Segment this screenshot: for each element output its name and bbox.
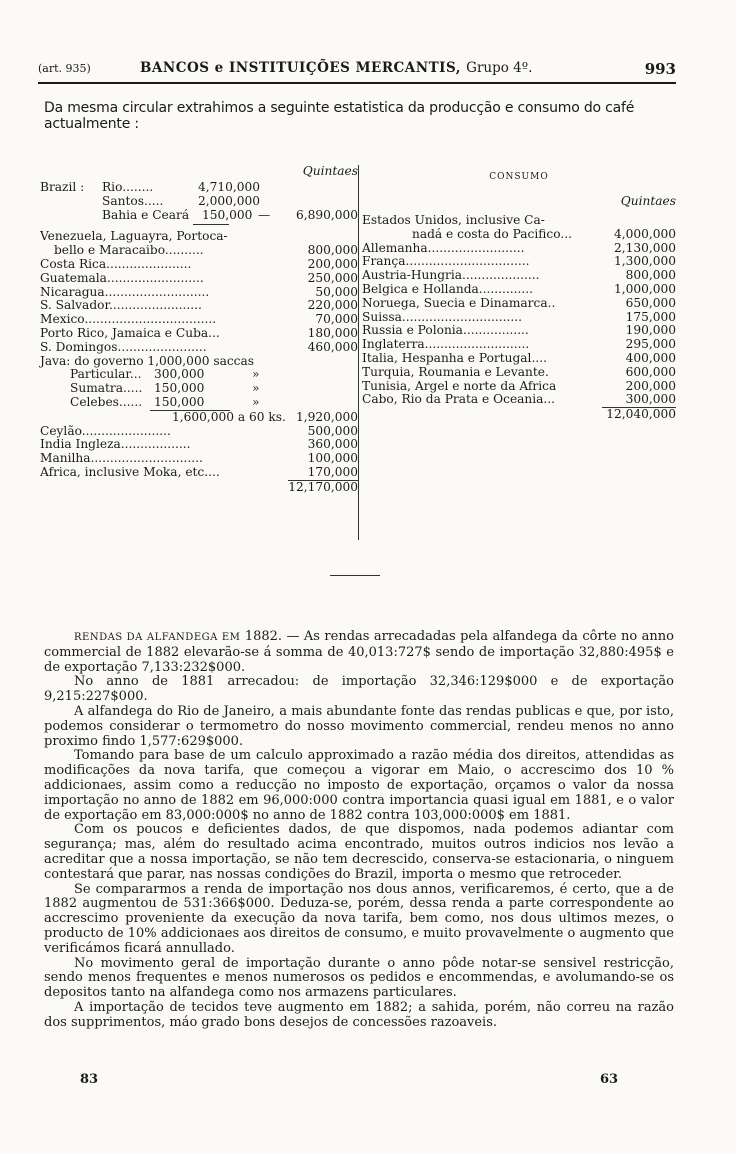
table-row (362, 366, 676, 380)
table-row (40, 355, 358, 369)
row-value: 50,000 (315, 284, 358, 299)
row-label: Bahia e Ceará (102, 207, 190, 222)
table-row (40, 481, 358, 495)
table-row (40, 327, 358, 341)
table-row (40, 382, 358, 396)
table-row (40, 258, 358, 272)
java-total: 1,600,000 a 60 ks. (172, 409, 286, 424)
table-row (362, 311, 676, 325)
row-value: 500,000 (307, 423, 358, 438)
row-value: 460,000 (307, 339, 358, 354)
footer-signature-right: 63 (600, 1072, 619, 1087)
table-row (362, 380, 676, 394)
row-value: 170,000 (307, 464, 358, 479)
table-row (40, 286, 358, 300)
paragraph: A importação de tecidos teve augmento em 1882; a sahida, porém, não correu na razão dos supprimentos, máo grado bons desejos de concessões razoaveis. (44, 999, 674, 1030)
row-amount: 300,000 (154, 367, 205, 382)
table-row (362, 255, 676, 269)
row-label: Italia, Hespanha e Portugal.... (362, 350, 547, 365)
table-row (40, 466, 358, 480)
row-value: 4,000,000 (613, 226, 676, 241)
row-label: Russia e Polonia................. (362, 323, 529, 338)
header-grupo: Grupo 4º. (466, 60, 533, 76)
table-row (40, 272, 358, 286)
table-row (40, 244, 358, 258)
paragraph: Se compararmos a renda de importação nos dous annos, verificaremos, é certo, que a de 1882 augmentou de 531:366$000. Deduza-se, porém, dessa renda a parte correspondente ao accrescimo proveniente da execução da nova tarifa, bem como, nos dous ultimos mezes, o producto de 10% addicionaes aos direitos de consumo, e muito provavelmente o augmento que verificámos ficará annullado. (44, 881, 674, 956)
row-value: 180,000 (307, 325, 358, 340)
consumption-unit-header: Quintaes (620, 194, 676, 208)
row-value: 70,000 (315, 312, 358, 327)
java-label: Java: do governo 1,000,000 saccas (40, 353, 255, 368)
row-label: Particular... (70, 367, 142, 382)
row-value: 220,000 (307, 298, 358, 313)
table-row (40, 299, 358, 313)
table-row (362, 228, 676, 242)
table-row (40, 452, 358, 466)
row-label: Nicaragua........................... (40, 284, 210, 299)
row-label: Manilha............................. (40, 451, 203, 466)
intro-line: Da mesma circular extrahimos a seguinte estatistica da producção e consumo do café (44, 100, 635, 116)
row-label: Costa Rica...................... (40, 256, 192, 271)
consumption-total: 12,040,000 (606, 407, 676, 422)
row-amount: 4,710,000 (198, 180, 261, 194)
row-value: 6,890,000 (295, 207, 358, 222)
table-row (362, 242, 676, 256)
row-label: Noruega, Suecia e Dinamarca.. (362, 295, 556, 310)
row-label: Austria-Hungria.................... (362, 268, 540, 283)
row-label: Turquia, Roumania e Levante. (362, 364, 549, 379)
row-value: 250,000 (307, 270, 358, 285)
consumption-table (362, 165, 676, 422)
row-label: Suissa............................... (362, 309, 522, 324)
production-unit-header: Quintaes (302, 164, 358, 178)
table-row (362, 408, 676, 422)
table-row (362, 269, 676, 283)
row-label: Estados Unidos, inclusive Ca- (362, 213, 545, 227)
table-row: Bahia e Ceará 150,000 — 6,890,000 (102, 207, 358, 222)
table-row (40, 396, 358, 410)
row-label: India Ingleza.................. (40, 437, 191, 452)
row-value: 1,920,000 (295, 409, 358, 424)
row-label: Sumatra..... (70, 381, 143, 396)
row-label: nadá e costa do Pacifico... (412, 226, 572, 241)
row-value: 360,000 (307, 437, 358, 452)
body-text (44, 630, 674, 1031)
row-value: 600,000 (625, 364, 676, 379)
production-total: 12,170,000 (288, 479, 358, 494)
row-label: Celebes...... (70, 394, 143, 409)
paragraph-text: 1882. — As rendas arrecadadas pela alfandega da côrte no anno commercial de 1882 elevarão-se á somma de 40,013:727$ sendo de importação 32,880:495$ e de exportação 7,133:232$000. (44, 629, 674, 675)
intro-line: actualmente : (44, 116, 139, 132)
paragraph (44, 630, 674, 675)
row-amount: 2,000,000 (198, 193, 261, 208)
row-label: Allemanha......................... (362, 240, 525, 255)
row-label: Cabo, Rio da Prata e Oceania... (362, 392, 556, 407)
table-row (40, 438, 358, 452)
row-value: 300,000 (625, 392, 676, 407)
row-label: Mexico.................................. (40, 312, 217, 327)
ditto-mark: » (252, 394, 260, 409)
table-row (362, 324, 676, 338)
ditto-mark: » (252, 381, 260, 396)
row-label: Africa, inclusive Moka, etc.... (40, 464, 220, 479)
row-value: 295,000 (625, 337, 676, 352)
row-label: Venezuela, Laguayra, Portoca- (40, 229, 228, 244)
table-row (362, 297, 676, 311)
table-row (362, 393, 676, 407)
row-amount: 150,000 (154, 381, 205, 396)
row-label: Tunisia, Argel e norte da Africa (362, 378, 557, 393)
table-row (40, 181, 358, 195)
intro-paragraph (44, 100, 674, 132)
row-label: S. Salvador........................ (40, 298, 202, 313)
header-title: BANCOS e INSTITUIÇÕES MERCANTIS, Grupo 4º. (140, 60, 533, 76)
production-table (40, 165, 358, 495)
consumo-heading: CONSUMO (489, 172, 549, 182)
row-value: 190,000 (625, 323, 676, 338)
article-ref: (art. 935) (38, 62, 91, 75)
row-label: Guatemala......................... (40, 270, 204, 285)
row-label: Inglaterra........................... (362, 337, 530, 352)
table-row (362, 283, 676, 297)
paragraph: A alfandega do Rio de Janeiro, a mais abundante fonte das rendas publicas e que, por isto, podemos considerar o termometro do nosso movimento commercial, rendeu menos no anno proximo findo 1,577:629$000. (44, 703, 674, 749)
row-amount: 150,000 (202, 207, 253, 222)
row-value: 175,000 (625, 309, 676, 324)
row-value: 1,000,000 (613, 281, 676, 296)
table-row (362, 214, 676, 228)
row-amount: 150,000 (154, 394, 205, 409)
row-value: 100,000 (307, 451, 358, 466)
ditto-mark: » (252, 367, 260, 382)
row-value: 200,000 (307, 256, 358, 271)
table-row (40, 425, 358, 439)
page-number: 993 (644, 60, 676, 78)
row-value: 400,000 (625, 350, 676, 365)
paragraph: Com os poucos e deficientes dados, de que dispomos, nada podemos adiantar com segurança; mas, além do resultado acima encontrado, muitos outros indicios nos levão a acreditar que a nossa importação, se não tem decrescido, conserva-se estacionaria, o ninguem contestará que parar, nas nossas condições do Brazil, importa o mesmo que retroceder. (44, 822, 674, 882)
section-heading: RENDAS DA ALFANDEGA EM (74, 632, 241, 643)
row-label: Ceylão....................... (40, 423, 171, 438)
table-row (40, 313, 358, 327)
page-header (38, 60, 676, 84)
row-value: 650,000 (625, 295, 676, 310)
row-label: bello e Maracaibo.......... (54, 243, 204, 258)
table-row (40, 230, 358, 244)
row-value: 800,000 (625, 268, 676, 283)
row-label: Porto Rico, Jamaica e Cuba... (40, 325, 220, 340)
row-value: 2,130,000 (613, 240, 676, 255)
table-row (40, 411, 358, 425)
column-divider (358, 165, 359, 540)
paragraph: No anno de 1881 arrecadou: de importação 32,346:129$000 e de exportação 9,215:227$000. (44, 674, 674, 705)
paragraph: Tomando para base de um calculo approximado a razão média dos direitos, attendidas as modificações da nova tarifa, que começou a vigorar em Maio, o accrescimo dos 10 % addicionaes, assim como a reducção no imposto de exportação, orçamos o valor da nossa importação no anno de 1882 em 96,000:000 contra importancia quasi igual em 1881, e o valor de exportação em 83,000:000$ no anno de 1882 contra 103,000:000$ em 1881. (44, 748, 674, 823)
row-value: 800,000 (307, 243, 358, 258)
row-label: Belgica e Hollanda.............. (362, 281, 533, 296)
brazil-label: Brazil : (40, 180, 85, 194)
row-value: 1,300,000 (613, 254, 676, 269)
table-row (40, 195, 358, 209)
row-label: S. Domingos....................... (40, 339, 207, 354)
row-value: 200,000 (625, 378, 676, 393)
table-row (40, 368, 358, 382)
table-row (362, 338, 676, 352)
paragraph: No movimento geral de importação durante o anno pôde notar-se sensivel restricção, sendo menos frequentes e menos numerosos os pedidos e encommendas, e avolumando-se os depositos tanto na alfandega como nos armazens particulares. (44, 955, 674, 1001)
table-row (40, 341, 358, 355)
row-label: França................................ (362, 254, 530, 269)
row-label: Santos..... (102, 193, 164, 208)
table-row (362, 352, 676, 366)
section-divider (330, 575, 380, 576)
row-label: Rio........ (102, 180, 154, 194)
footer-signature-left: 83 (80, 1072, 99, 1087)
